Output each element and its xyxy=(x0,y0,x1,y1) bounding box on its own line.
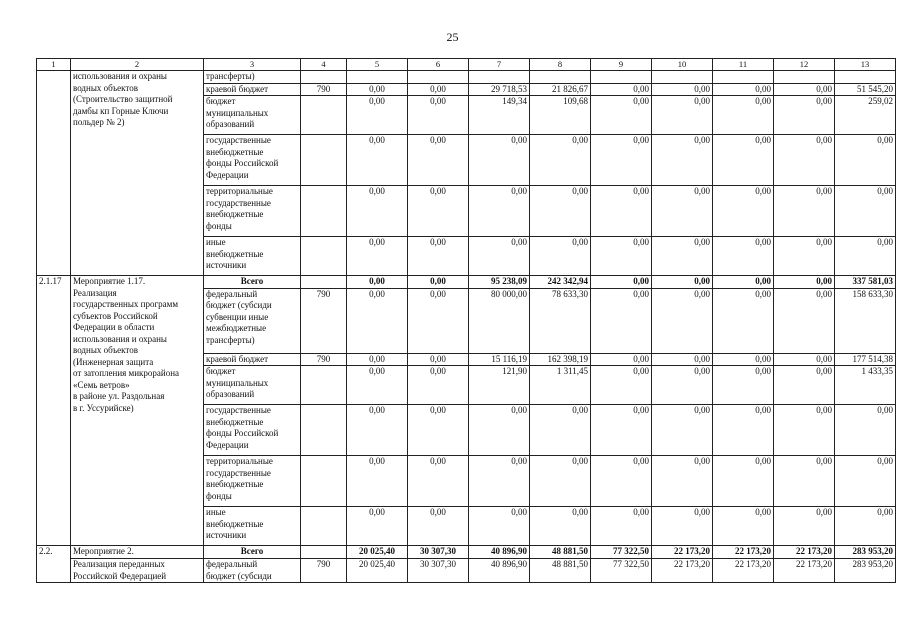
column-number-row xyxy=(37,59,896,71)
column-number-1: 1 xyxy=(37,59,71,71)
column-number-11: 11 xyxy=(713,59,774,71)
amount-col-6: 0,00 xyxy=(408,456,469,507)
cell-text: фонды Российской xyxy=(206,158,279,168)
cell-text: муниципальных xyxy=(206,107,269,118)
amount-col-5: 0,00 xyxy=(347,405,408,456)
cell-text: внебюджетные xyxy=(206,479,264,489)
cell-text: использования и охраны xyxy=(73,71,167,81)
budget-code: 790 xyxy=(301,559,347,583)
funding-source xyxy=(204,135,301,186)
amount-col-12: 0,00 xyxy=(774,96,835,135)
amount-col-6: 0,00 xyxy=(408,353,469,366)
amount-col-10: 0,00 xyxy=(652,135,713,186)
amount-col-13: 0,00 xyxy=(835,507,896,546)
cell-text: Мероприятие 1.17. xyxy=(73,276,146,286)
cell-text: Российской Федерацией xyxy=(73,570,167,581)
column-number-8: 8 xyxy=(530,59,591,71)
measure-name xyxy=(71,559,204,583)
budget-code xyxy=(301,456,347,507)
funding-source xyxy=(204,237,301,276)
cell-text: образований xyxy=(206,119,255,129)
amount-col-9: 0,00 xyxy=(591,135,652,186)
funding-row xyxy=(37,559,896,583)
cell-text: Федерации в области xyxy=(73,322,155,332)
amount-col-12: 0,00 xyxy=(774,353,835,366)
amount-col-12: 22 173,20 xyxy=(774,546,835,559)
amount-col-12: 0,00 xyxy=(774,288,835,353)
amount-col-13: 177 514,38 xyxy=(835,353,896,366)
amount-col-9: 0,00 xyxy=(591,353,652,366)
column-number-13: 13 xyxy=(835,59,896,71)
funding-source xyxy=(204,507,301,546)
cell-text: внебюджетные xyxy=(206,209,264,219)
amount-col-10: 0,00 xyxy=(652,456,713,507)
funding-source xyxy=(204,353,301,366)
amount-col-13: 1 433,35 xyxy=(835,366,896,405)
amount-col-10: 0,00 xyxy=(652,288,713,353)
cell-text: внебюджетные xyxy=(206,248,264,259)
amount-col-5: 0,00 xyxy=(347,237,408,276)
amount-col-9: 0,00 xyxy=(591,237,652,276)
amount-col-6: 0,00 xyxy=(408,186,469,237)
amount-col-6: 0,00 xyxy=(408,276,469,289)
amount-col-8: 109,68 xyxy=(530,96,591,135)
amount-col-5 xyxy=(347,71,408,84)
amount-col-12: 0,00 xyxy=(774,186,835,237)
amount-col-12 xyxy=(774,71,835,84)
cell-text: муниципальных xyxy=(206,377,269,388)
column-number-2: 2 xyxy=(71,59,204,71)
amount-col-9: 0,00 xyxy=(591,186,652,237)
funding-source xyxy=(204,288,301,353)
cell-text: от затопления микрорайона xyxy=(73,368,180,378)
amount-col-7: 0,00 xyxy=(469,237,530,276)
amount-col-10: 0,00 xyxy=(652,237,713,276)
funding-source xyxy=(204,186,301,237)
amount-col-8: 242 342,94 xyxy=(530,276,591,289)
amount-col-11: 0,00 xyxy=(713,366,774,405)
amount-col-6: 0,00 xyxy=(408,83,469,96)
amount-col-12: 22 173,20 xyxy=(774,559,835,583)
amount-col-8: 162 398,19 xyxy=(530,353,591,366)
column-number-4: 4 xyxy=(301,59,347,71)
cell-text: фонды Российской xyxy=(206,428,279,438)
amount-col-13: 283 953,20 xyxy=(835,546,896,559)
amount-col-12: 0,00 xyxy=(774,507,835,546)
amount-col-10: 0,00 xyxy=(652,276,713,289)
amount-col-8: 78 633,30 xyxy=(530,288,591,353)
amount-col-6: 0,00 xyxy=(408,96,469,135)
cell-text: трансферты) xyxy=(206,71,255,81)
cell-text: бюджет (субсиди xyxy=(206,570,272,581)
cell-text: федеральный xyxy=(206,559,258,569)
measure-name xyxy=(71,276,204,546)
cell-text: внебюджетные xyxy=(206,416,264,427)
budget-code xyxy=(301,135,347,186)
amount-col-10: 0,00 xyxy=(652,96,713,135)
cell-text: водных объектов xyxy=(73,345,138,355)
cell-text: государственных программ xyxy=(73,299,179,309)
budget-code: 790 xyxy=(301,353,347,366)
cell-text: польдер № 2) xyxy=(73,117,125,127)
amount-col-6: 30 307,30 xyxy=(408,559,469,583)
amount-col-7: 40 896,90 xyxy=(469,546,530,559)
amount-col-6: 0,00 xyxy=(408,366,469,405)
amount-col-13: 0,00 xyxy=(835,405,896,456)
funding-source xyxy=(204,96,301,135)
amount-col-9: 0,00 xyxy=(591,96,652,135)
amount-col-12: 0,00 xyxy=(774,135,835,186)
amount-col-5: 0,00 xyxy=(347,276,408,289)
funding-source xyxy=(204,83,301,96)
cell-text: фонды xyxy=(206,490,232,501)
page-number: 25 xyxy=(446,30,459,44)
cell-text: государственные xyxy=(206,135,271,145)
budget-code: 790 xyxy=(301,288,347,353)
amount-col-5: 20 025,40 xyxy=(347,559,408,583)
cell-text: Реализация переданных xyxy=(73,559,165,569)
amount-col-5: 0,00 xyxy=(347,366,408,405)
amount-col-8: 0,00 xyxy=(530,186,591,237)
amount-col-5: 0,00 xyxy=(347,456,408,507)
cell-text: Мероприятие 2. xyxy=(73,546,134,556)
cell-text: государственные xyxy=(206,467,271,478)
amount-col-10: 0,00 xyxy=(652,405,713,456)
column-number-12: 12 xyxy=(774,59,835,71)
amount-col-11: 0,00 xyxy=(713,237,774,276)
cell-text: межбюджетные xyxy=(206,323,267,333)
amount-col-9: 0,00 xyxy=(591,83,652,96)
cell-text: Федерации xyxy=(206,439,249,450)
amount-col-9: 0,00 xyxy=(591,507,652,546)
cell-text: иные xyxy=(206,237,226,247)
amount-col-6: 30 307,30 xyxy=(408,546,469,559)
cell-text: «Семь ветров» xyxy=(73,379,130,390)
cell-text: иные xyxy=(206,507,226,517)
amount-col-12: 0,00 xyxy=(774,276,835,289)
amount-col-10: 0,00 xyxy=(652,366,713,405)
amount-col-5: 0,00 xyxy=(347,83,408,96)
amount-col-6 xyxy=(408,71,469,84)
amount-col-8: 0,00 xyxy=(530,237,591,276)
measure-name xyxy=(71,546,204,559)
funding-source xyxy=(204,546,301,559)
amount-col-9: 77 322,50 xyxy=(591,546,652,559)
cell-text: субвенции иные xyxy=(206,311,269,322)
cell-text: государственные xyxy=(206,197,271,208)
amount-col-11: 0,00 xyxy=(713,186,774,237)
cell-text: дамбы кп Горные Ключи xyxy=(73,105,169,116)
amount-col-10 xyxy=(652,71,713,84)
cell-text: (Строительство защитной xyxy=(73,94,173,104)
amount-col-8: 0,00 xyxy=(530,456,591,507)
cell-text: бюджет (субсиди xyxy=(206,300,272,310)
cell-text: Всего xyxy=(240,276,264,286)
measure-code xyxy=(37,71,71,276)
column-number-7: 7 xyxy=(469,59,530,71)
cell-text: водных объектов xyxy=(73,82,138,93)
amount-col-11 xyxy=(713,71,774,84)
column-number-9: 9 xyxy=(591,59,652,71)
budget-code xyxy=(301,276,347,289)
column-number-5: 5 xyxy=(347,59,408,71)
cell-text: Реализация xyxy=(73,287,117,298)
funding-source xyxy=(204,456,301,507)
cell-text: федеральный xyxy=(206,288,258,299)
amount-col-13: 0,00 xyxy=(835,186,896,237)
amount-col-5: 0,00 xyxy=(347,507,408,546)
amount-col-8: 1 311,45 xyxy=(530,366,591,405)
amount-col-11: 0,00 xyxy=(713,135,774,186)
amount-col-8 xyxy=(530,71,591,84)
amount-col-7: 149,34 xyxy=(469,96,530,135)
amount-col-9: 0,00 xyxy=(591,288,652,353)
amount-col-11: 0,00 xyxy=(713,456,774,507)
amount-col-7: 0,00 xyxy=(469,456,530,507)
amount-col-12: 0,00 xyxy=(774,237,835,276)
amount-col-7: 95 238,09 xyxy=(469,276,530,289)
amount-col-11: 22 173,20 xyxy=(713,546,774,559)
amount-col-7: 15 116,19 xyxy=(469,353,530,366)
budget-code: 790 xyxy=(301,83,347,96)
amount-col-12: 0,00 xyxy=(774,456,835,507)
amount-col-7: 0,00 xyxy=(469,507,530,546)
cell-text: (Инженерная защита xyxy=(73,356,154,367)
cell-text: краевой бюджет xyxy=(206,353,269,364)
amount-col-12: 0,00 xyxy=(774,83,835,96)
amount-col-7: 40 896,90 xyxy=(469,559,530,583)
amount-col-10: 22 173,20 xyxy=(652,559,713,583)
amount-col-12: 0,00 xyxy=(774,366,835,405)
amount-col-5: 0,00 xyxy=(347,186,408,237)
total-row xyxy=(37,276,896,289)
cell-text: субъектов Российской xyxy=(73,310,158,321)
cell-text: бюджет xyxy=(206,366,236,376)
amount-col-13: 0,00 xyxy=(835,135,896,186)
amount-col-8: 0,00 xyxy=(530,135,591,186)
amount-col-6: 0,00 xyxy=(408,135,469,186)
amount-col-8: 48 881,50 xyxy=(530,559,591,583)
budget-code xyxy=(301,186,347,237)
budget-code xyxy=(301,546,347,559)
cell-text: в районе ул. Раздольная xyxy=(73,391,165,401)
column-number-10: 10 xyxy=(652,59,713,71)
amount-col-13: 0,00 xyxy=(835,456,896,507)
amount-col-9: 0,00 xyxy=(591,276,652,289)
cell-text: трансферты) xyxy=(206,334,255,345)
amount-col-11: 0,00 xyxy=(713,353,774,366)
amount-col-9: 0,00 xyxy=(591,405,652,456)
amount-col-5: 0,00 xyxy=(347,353,408,366)
amount-col-7: 29 718,53 xyxy=(469,83,530,96)
cell-text: бюджет xyxy=(206,96,236,106)
amount-col-6: 0,00 xyxy=(408,405,469,456)
funding-source xyxy=(204,405,301,456)
budget-code xyxy=(301,237,347,276)
funding-row xyxy=(37,71,896,84)
amount-col-9: 0,00 xyxy=(591,456,652,507)
amount-col-11: 0,00 xyxy=(713,276,774,289)
amount-col-11: 0,00 xyxy=(713,288,774,353)
amount-col-5: 0,00 xyxy=(347,96,408,135)
amount-col-10: 0,00 xyxy=(652,186,713,237)
amount-col-12: 0,00 xyxy=(774,405,835,456)
amount-col-6: 0,00 xyxy=(408,507,469,546)
amount-col-5: 0,00 xyxy=(347,288,408,353)
amount-col-9: 0,00 xyxy=(591,366,652,405)
amount-col-7: 0,00 xyxy=(469,405,530,456)
measure-name xyxy=(71,71,204,276)
amount-col-9 xyxy=(591,71,652,84)
measure-code: 2.2. xyxy=(37,546,71,583)
amount-col-11: 0,00 xyxy=(713,83,774,96)
amount-col-6: 0,00 xyxy=(408,288,469,353)
amount-col-13: 283 953,20 xyxy=(835,559,896,583)
amount-col-11: 0,00 xyxy=(713,405,774,456)
amount-col-11: 22 173,20 xyxy=(713,559,774,583)
measure-code: 2.1.17 xyxy=(37,276,71,546)
budget-code xyxy=(301,71,347,84)
amount-col-7: 0,00 xyxy=(469,135,530,186)
budget-code xyxy=(301,366,347,405)
amount-col-11: 0,00 xyxy=(713,507,774,546)
cell-text: фонды xyxy=(206,220,232,231)
amount-col-8: 48 881,50 xyxy=(530,546,591,559)
amount-col-13: 259,02 xyxy=(835,96,896,135)
amount-col-6: 0,00 xyxy=(408,237,469,276)
cell-text: государственные xyxy=(206,405,271,415)
total-row xyxy=(37,546,896,559)
cell-text: в г. Уссурийске) xyxy=(73,402,134,413)
cell-text: Федерации xyxy=(206,169,249,180)
amount-col-9: 77 322,50 xyxy=(591,559,652,583)
amount-col-5: 0,00 xyxy=(347,135,408,186)
amount-col-8: 0,00 xyxy=(530,507,591,546)
amount-col-10: 22 173,20 xyxy=(652,546,713,559)
funding-source xyxy=(204,276,301,289)
amount-col-13: 337 581,03 xyxy=(835,276,896,289)
amount-col-8: 0,00 xyxy=(530,405,591,456)
amount-col-10: 0,00 xyxy=(652,353,713,366)
budget-table xyxy=(36,58,896,583)
amount-col-13: 158 633,30 xyxy=(835,288,896,353)
amount-col-7 xyxy=(469,71,530,84)
budget-code xyxy=(301,507,347,546)
funding-source xyxy=(204,366,301,405)
amount-col-13: 0,00 xyxy=(835,237,896,276)
amount-col-13: 51 545,20 xyxy=(835,83,896,96)
cell-text: территориальные xyxy=(206,456,273,466)
cell-text: источники xyxy=(206,260,247,270)
amount-col-10: 0,00 xyxy=(652,83,713,96)
funding-source xyxy=(204,559,301,583)
amount-col-7: 121,90 xyxy=(469,366,530,405)
cell-text: Всего xyxy=(240,546,264,556)
cell-text: использования и охраны xyxy=(73,333,167,344)
funding-source xyxy=(204,71,301,84)
cell-text: источники xyxy=(206,530,247,540)
amount-col-10: 0,00 xyxy=(652,507,713,546)
amount-col-7: 80 000,00 xyxy=(469,288,530,353)
cell-text: территориальные xyxy=(206,186,273,196)
amount-col-13 xyxy=(835,71,896,84)
column-number-3: 3 xyxy=(204,59,301,71)
cell-text: образований xyxy=(206,389,255,399)
amount-col-11: 0,00 xyxy=(713,96,774,135)
budget-code xyxy=(301,405,347,456)
budget-code xyxy=(301,96,347,135)
amount-col-7: 0,00 xyxy=(469,186,530,237)
cell-text: краевой бюджет xyxy=(206,83,269,94)
cell-text: внебюджетные xyxy=(206,518,264,529)
cell-text: внебюджетные xyxy=(206,146,264,157)
column-number-6: 6 xyxy=(408,59,469,71)
amount-col-5: 20 025,40 xyxy=(347,546,408,559)
amount-col-8: 21 826,67 xyxy=(530,83,591,96)
